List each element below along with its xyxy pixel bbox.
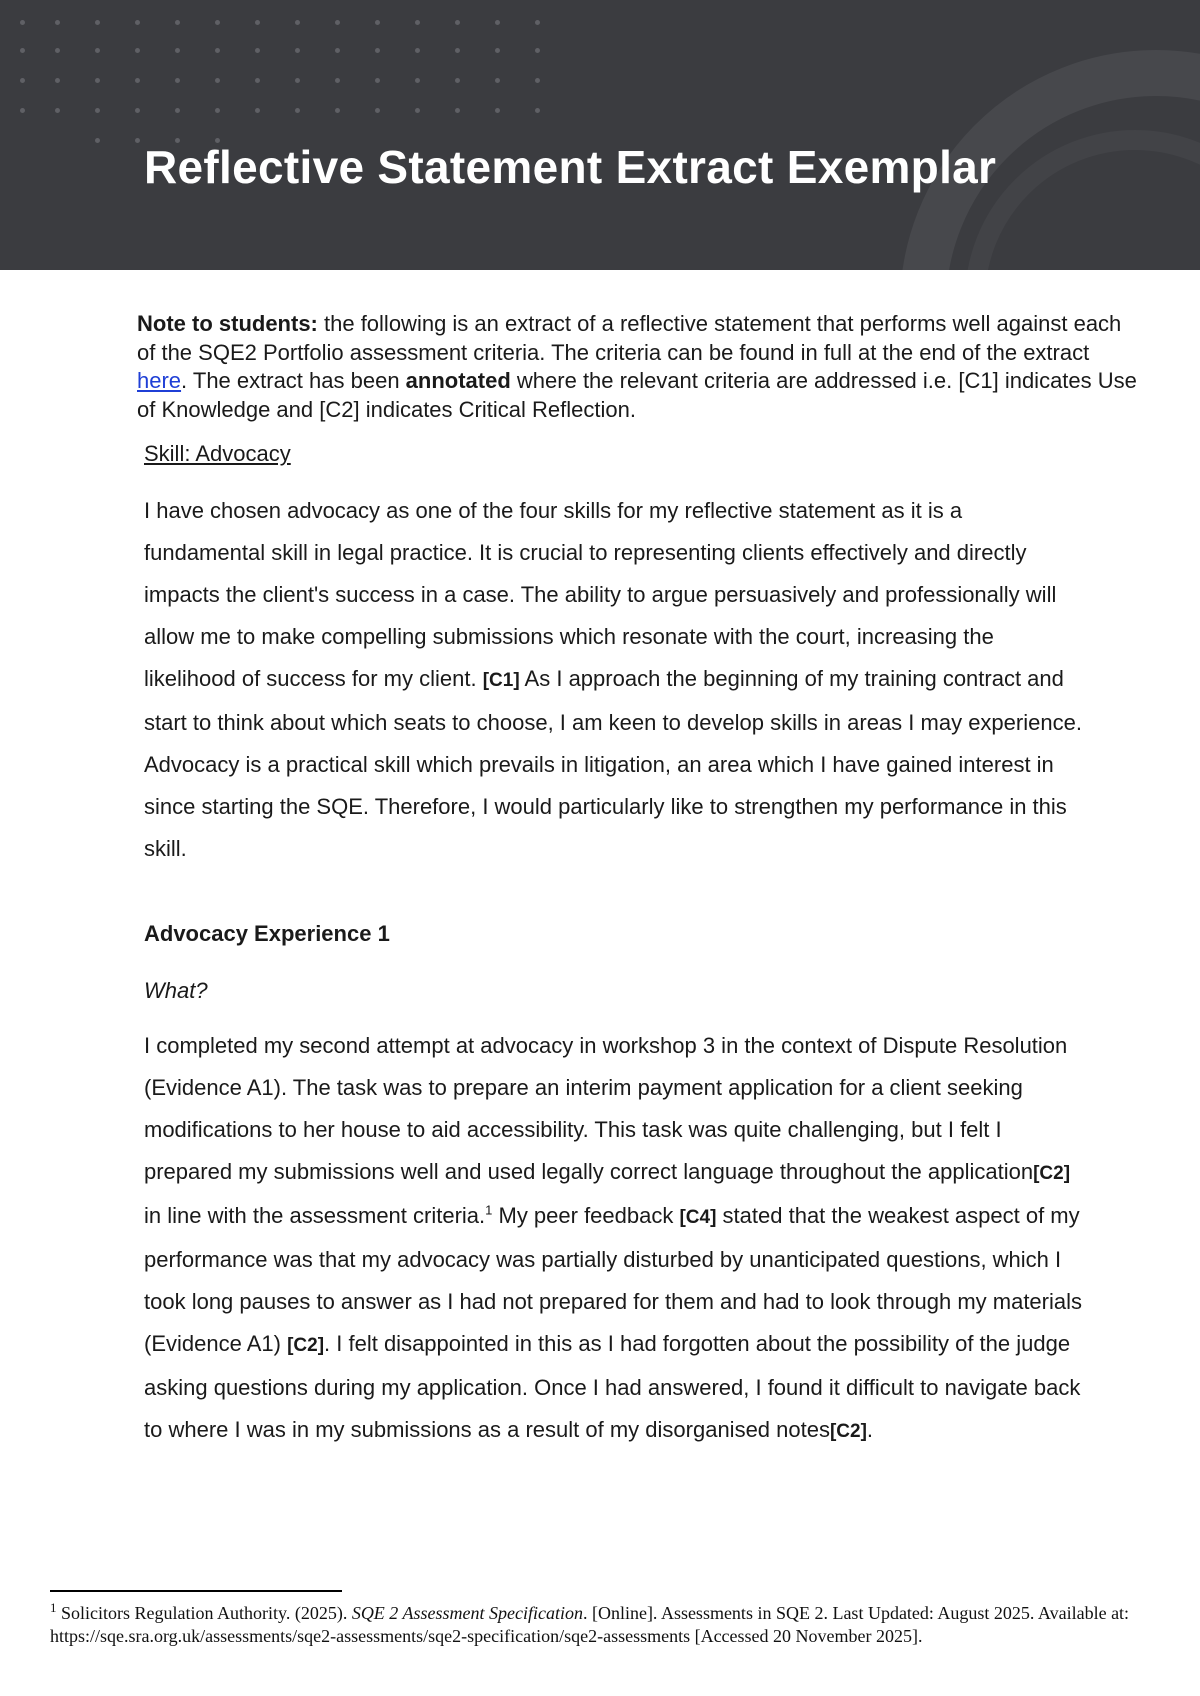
decorative-dot: [535, 108, 540, 113]
decorative-dot: [135, 20, 140, 25]
footnote: [50, 1602, 1150, 1648]
decorative-dot: [175, 78, 180, 83]
decorative-dot: [55, 78, 60, 83]
paragraph-intro: [144, 490, 1084, 870]
decorative-dot: [495, 48, 500, 53]
skill-heading: Skill: Advocacy: [144, 441, 291, 466]
criteria-tag: [C2]: [287, 1335, 325, 1356]
criteria-tag: [C2]: [1033, 1163, 1071, 1184]
decorative-dot: [255, 48, 260, 53]
decorative-dot: [95, 20, 100, 25]
decorative-dot: [455, 20, 460, 25]
decorative-dot: [175, 20, 180, 25]
decorative-dot: [95, 78, 100, 83]
decorative-dot: [20, 108, 25, 113]
criteria-tag: [C1]: [482, 670, 520, 691]
decorative-dot: [295, 48, 300, 53]
decorative-dot: [375, 108, 380, 113]
paragraph-text: stated that the weakest aspect of my performance was that my advocacy was partially disturbed by unanticipated questions, which I took long pauses to answer as I had not prepared for them and had to look through my materials (Evidence A1): [144, 1203, 1082, 1356]
decorative-dot: [95, 138, 100, 143]
decorative-dot: [175, 108, 180, 113]
header-banner: [0, 0, 1200, 270]
decorative-dot: [175, 48, 180, 53]
criteria-link[interactable]: here: [137, 368, 182, 393]
decorative-dot: [535, 48, 540, 53]
decorative-dot: [215, 108, 220, 113]
decorative-dot: [455, 78, 460, 83]
paragraph-text: .: [866, 1417, 874, 1442]
decorative-dot: [335, 78, 340, 83]
paragraph-text: I completed my second attempt at advocacy in workshop 3 in the context of Dispute Resolution (Evidence A1). The task was to prepare an interim payment application for a client seeking modifications to her house to aid accessibility. This task was quite challenging, but I felt I prepared my submissions well and used legally correct language throughout the application: [144, 1033, 1068, 1184]
paragraph-text: As I approach the beginning of my training contract and start to think about which seats to choose, I am keen to develop skills in areas I may experience. Advocacy is a practical skill which prevails in litigation, an area which I have gained interest in since starting the SQE. Therefore, I would particularly like to strengthen my performance in this skill.: [144, 666, 1082, 861]
decorative-dot: [295, 20, 300, 25]
decorative-dot: [375, 78, 380, 83]
decorative-dot: [335, 108, 340, 113]
decorative-dot: [95, 108, 100, 113]
note-text: where the relevant criteria are addressed i.e. [C1] indicates Use of Knowledge and [C2] indicates Critical Reflection.: [137, 368, 1137, 422]
decorative-dot: [335, 20, 340, 25]
decorative-dot: [495, 108, 500, 113]
criteria-tag: [C4]: [679, 1207, 717, 1228]
decorative-dot: [375, 48, 380, 53]
paragraph-text: I have chosen advocacy as one of the four skills for my reflective statement as it is a fundamental skill in legal practice. It is crucial to representing clients effectively and directly impacts the client's success in a case. The ability to argue persuasively and professionally will allow me to make compelling submissions which resonate with the court, increasing the likelihood of success for my client.: [144, 498, 1057, 691]
decorative-dot: [95, 48, 100, 53]
decorative-dot: [495, 78, 500, 83]
decorative-dot: [55, 20, 60, 25]
decorative-dot: [415, 78, 420, 83]
paragraph-experience: [144, 1025, 1084, 1453]
footnote-number: 1: [50, 1600, 57, 1615]
decorative-dot: [255, 78, 260, 83]
decorative-dot: [495, 20, 500, 25]
paragraph-text: My peer feedback: [492, 1203, 680, 1228]
paragraph-text: in line with the assessment criteria.: [144, 1203, 486, 1228]
decorative-dot: [55, 108, 60, 113]
footnote-text: Solicitors Regulation Authority. (2025).: [56, 1603, 352, 1623]
experience-heading: Advocacy Experience 1: [144, 921, 390, 946]
decorative-dot: [455, 48, 460, 53]
decorative-dot: [295, 78, 300, 83]
decorative-dot: [20, 78, 25, 83]
decorative-dot: [295, 108, 300, 113]
paragraph-text: . I felt disappointed in this as I had forgotten about the possibility of the judge asking questions during my application. Once I had answered, I found it difficult to navigate back to where I was in my submissions as a result of my disorganised notes: [144, 1331, 1081, 1442]
decorative-dot: [135, 138, 140, 143]
decorative-dot: [415, 20, 420, 25]
decorative-dot: [415, 48, 420, 53]
decorative-dot: [535, 78, 540, 83]
decorative-dot: [255, 108, 260, 113]
decorative-dot: [215, 20, 220, 25]
note-text: the following is an extract of a reflective statement that performs well against each of the SQE2 Portfolio assessment criteria. The criteria can be found in full at the end of the extract: [137, 311, 1122, 365]
footnote-divider: [50, 1590, 342, 1592]
decorative-dot: [135, 48, 140, 53]
decorative-dot: [215, 48, 220, 53]
decorative-dot: [255, 20, 260, 25]
what-heading: What?: [144, 978, 208, 1003]
decorative-dot: [335, 48, 340, 53]
footnote-text: . [Online]. Assessments in SQE 2. Last Updated: August 2025. Available at: https://sqe.sra.org.uk/assessments/sqe2-assessments/sqe2-specification/sqe2-assessments [Accessed 20 November 2025].: [50, 1603, 1130, 1646]
decorative-dot: [375, 20, 380, 25]
note-text: . The extract has been: [181, 368, 406, 393]
decorative-dot: [135, 108, 140, 113]
decorative-dot: [20, 48, 25, 53]
decorative-dot: [135, 78, 140, 83]
page-title: Reflective Statement Extract Exemplar: [144, 141, 997, 193]
footnote-ref[interactable]: 1: [485, 1202, 493, 1218]
criteria-tag: [C2]: [829, 1421, 867, 1442]
decorative-dot: [55, 48, 60, 53]
decorative-dot: [20, 20, 25, 25]
footnote-title: SQE 2 Assessment Specification: [351, 1603, 583, 1623]
note-to-students: [137, 310, 1137, 424]
decorative-dot: [415, 108, 420, 113]
note-lead: Note to students:: [137, 311, 318, 336]
decorative-dot: [455, 108, 460, 113]
decorative-dot: [535, 20, 540, 25]
note-bold: annotated: [405, 368, 511, 393]
decorative-dot: [215, 78, 220, 83]
